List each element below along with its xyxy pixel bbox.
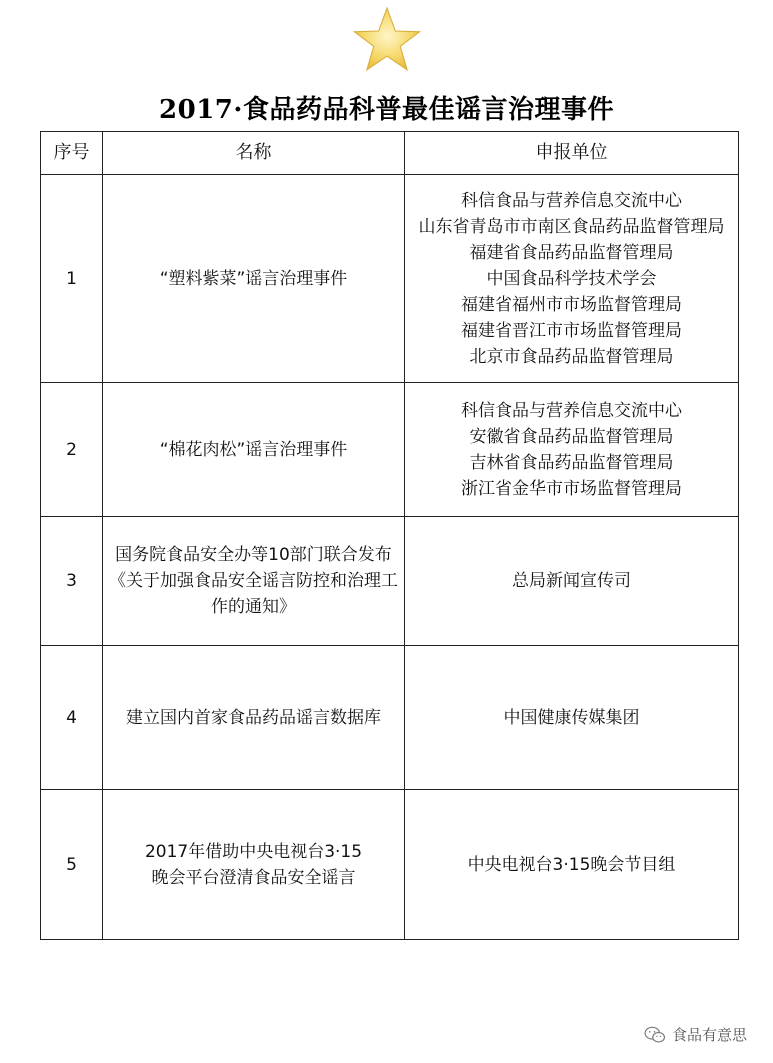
row-units: [405, 646, 739, 790]
row-name: “塑料紫菜”谣言治理事件: [103, 175, 405, 383]
table-row: [41, 175, 739, 383]
header-no: 序号: [41, 132, 103, 175]
row-name: 国务院食品安全办等10部门联合发布《关于加强食品安全谣言防控和治理工作的通知》: [103, 517, 405, 646]
row-name: “棉花肉松”谣言治理事件: [103, 383, 405, 517]
row-no: 2: [41, 383, 103, 517]
row-units: [405, 383, 739, 517]
row-no: 5: [41, 790, 103, 940]
unit-line: 福建省食品药品监督管理局: [469, 242, 674, 263]
unit-line: 科信食品与营养信息交流中心: [461, 400, 682, 421]
unit-line: 吉林省食品药品监督管理局: [469, 452, 674, 473]
table-row: [41, 646, 739, 790]
unit-line: 北京市食品药品监督管理局: [469, 346, 674, 367]
table-row: [41, 517, 739, 646]
table-header-row: [41, 132, 739, 175]
page-title: 2017·食品药品科普最佳谣言治理事件: [159, 95, 614, 125]
unit-line: 安徽省食品药品监督管理局: [469, 426, 674, 447]
row-no: 3: [41, 517, 103, 646]
star-icon: [352, 6, 422, 72]
unit-line: 福建省福州市市场监督管理局: [461, 294, 682, 315]
unit-line: 总局新闻宣传司: [512, 571, 631, 591]
row-no: 4: [41, 646, 103, 790]
unit-line: 中国健康传媒集团: [503, 707, 640, 728]
header-units: 申报单位: [405, 132, 739, 175]
table-row: [41, 383, 739, 517]
watermark: [644, 1024, 747, 1045]
row-name: 2017年借助中央电视台3·15晚会平台澄清食品安全谣言: [103, 790, 405, 940]
wechat-icon: [644, 1026, 666, 1044]
events-table: [40, 131, 739, 940]
row-name: 建立国内首家食品药品谣言数据库: [103, 646, 405, 790]
row-units: [405, 790, 739, 940]
unit-line: 山东省青岛市市南区食品药品监督管理局: [418, 216, 725, 237]
watermark-text: 食品有意思: [671, 1026, 747, 1044]
table-row: [41, 790, 739, 940]
unit-line: 中央电视台3·15晚会节目组: [467, 854, 676, 875]
unit-line: 浙江省金华市市场监督管理局: [461, 478, 682, 499]
row-no: 1: [41, 175, 103, 383]
unit-line: 中国食品科学技术学会: [486, 268, 657, 289]
header-name: 名称: [103, 132, 405, 175]
row-units: [405, 175, 739, 383]
row-units: [405, 517, 739, 646]
unit-line: 科信食品与营养信息交流中心: [461, 190, 682, 211]
unit-line: 福建省晋江市市场监督管理局: [461, 320, 682, 341]
